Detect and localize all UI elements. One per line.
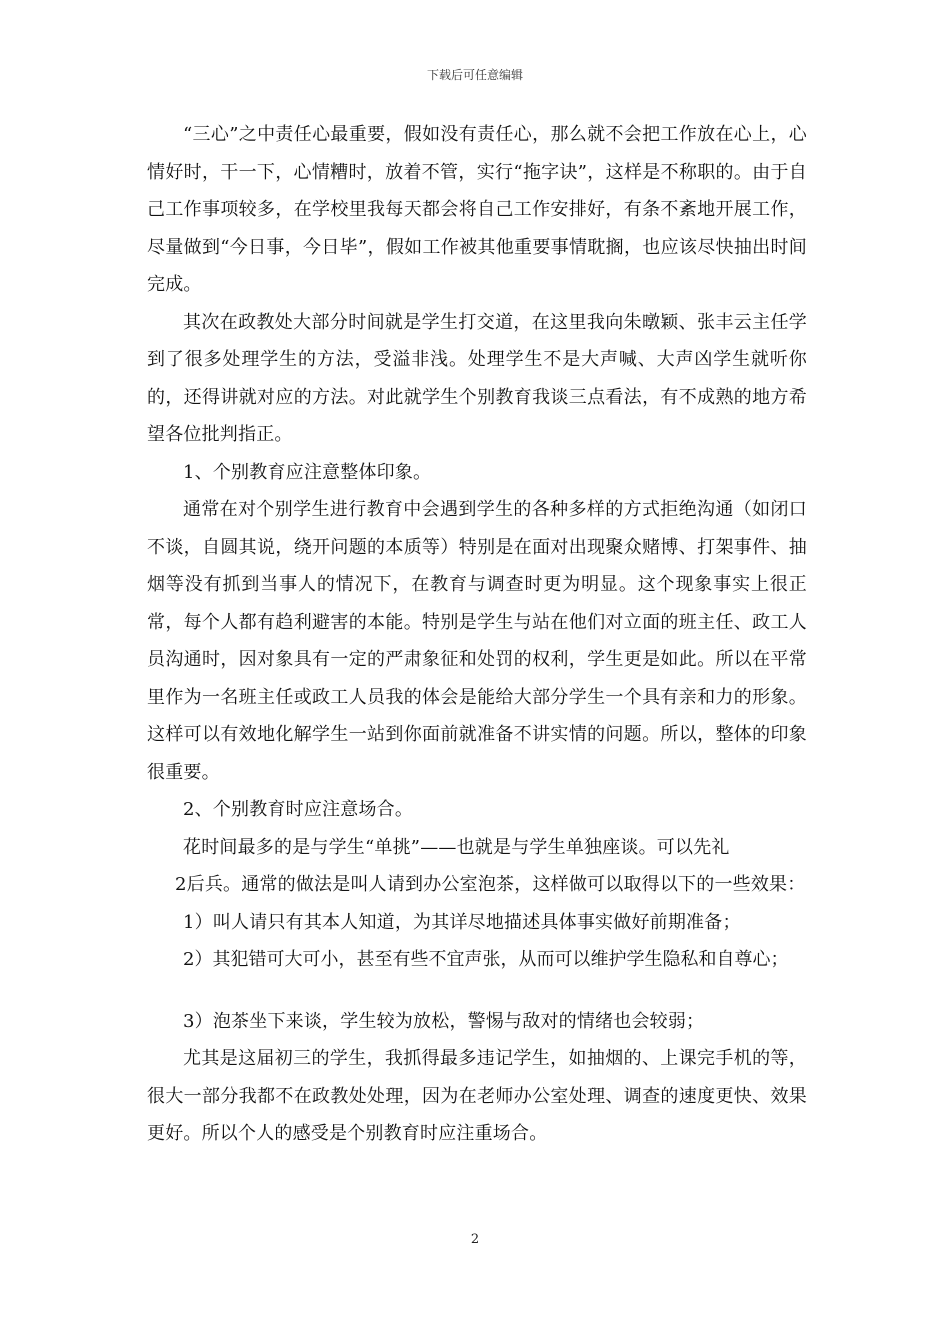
paragraph-overall-impression: 通常在对个别学生进行教育中会遇到学生的各种多样的方式拒绝沟通（如闭口不谈，自圆其说，绕开问题的本质等）特别是在面对出现聚众赌博、打架事件、抽烟等没有抓到当事人的情况下，在教育与调查时更为明显。这个现象事实上很正常，每个人都有趋利避害的本能。特别是学生与站在他们对立面的班主任、政工人员沟通时，因对象具有一定的严肃象征和处罚的权利，学生更是如此。所以在平常里作为一名班主任或政工人员我的体会是能给大部分学生一个具有亲和力的形象。这样可以有效地化解学生一站到你面前就准备不讲实情的问题。所以，整体的印象很重要。 <box>147 499 807 783</box>
paragraph-grade-three: 尤其是这届初三的学生，我抓得最多违记学生，如抽烟的、上课完手机的等，很大一部分我都不在政教处处理，因为在老师办公室处理、调查的速度更快、效果更好。所以个人的感受是个别教育时应注重场合。 <box>147 1048 807 1144</box>
page-header: 下载后可任意编辑 <box>426 68 523 82</box>
list-item-1: 1）叫人请只有其本人知道，为其详尽地描述具体事实做好前期准备； <box>183 911 741 933</box>
section-heading-1: 1、个别教育应注意整体印象。 <box>183 461 432 483</box>
list-item-3: 3）泡茶坐下来谈，学生较为放松，警惕与敌对的情绪也会较弱； <box>183 1010 705 1032</box>
page-number: 2 <box>470 1232 480 1247</box>
paragraph-responsibility: “三心”之中责任心最重要，假如没有责任心，那么就不会把工作放在心上，心情好时，干一下，心情糟时，放着不管，实行“拖字诀”，这样是不称职的。由于自己工作事项较多，在学校里我每天都会将自己工作安排好，有条不紊地开展工作，尽量做到“今日事，今日毕”，假如工作被其他重要事情耽搁，也应该尽快抽出时间完成。 <box>147 124 807 295</box>
paragraph-political-office: 其次在政教处大部分时间就是学生打交道，在这里我向朱暾颖、张丰云主任学到了很多处理学生的方法，受溢非浅。处理学生不是大声喊、大声凶学生就听你的，还得讲就对应的方法。对此就学生个别教育我谈三点看法，有不成熟的地方希望各位批判指正。 <box>147 311 807 445</box>
paragraph-tea-method: 2后兵。通常的做法是叫人请到办公室泡茶，这样做可以取得以下的一些效果： <box>175 874 806 895</box>
section-heading-2: 2、个别教育时应注意场合。 <box>183 799 414 820</box>
list-item-2: 2）其犯错可大可小，甚至有些不宜声张，从而可以维护学生隐私和自尊心； <box>183 949 789 970</box>
blank-gap <box>147 979 807 1003</box>
document-body <box>147 116 807 1153</box>
paragraph-one-on-one: 花时间最多的是与学生“单挑”——也就是与学生单独座谈。可以先礼 <box>183 836 730 858</box>
